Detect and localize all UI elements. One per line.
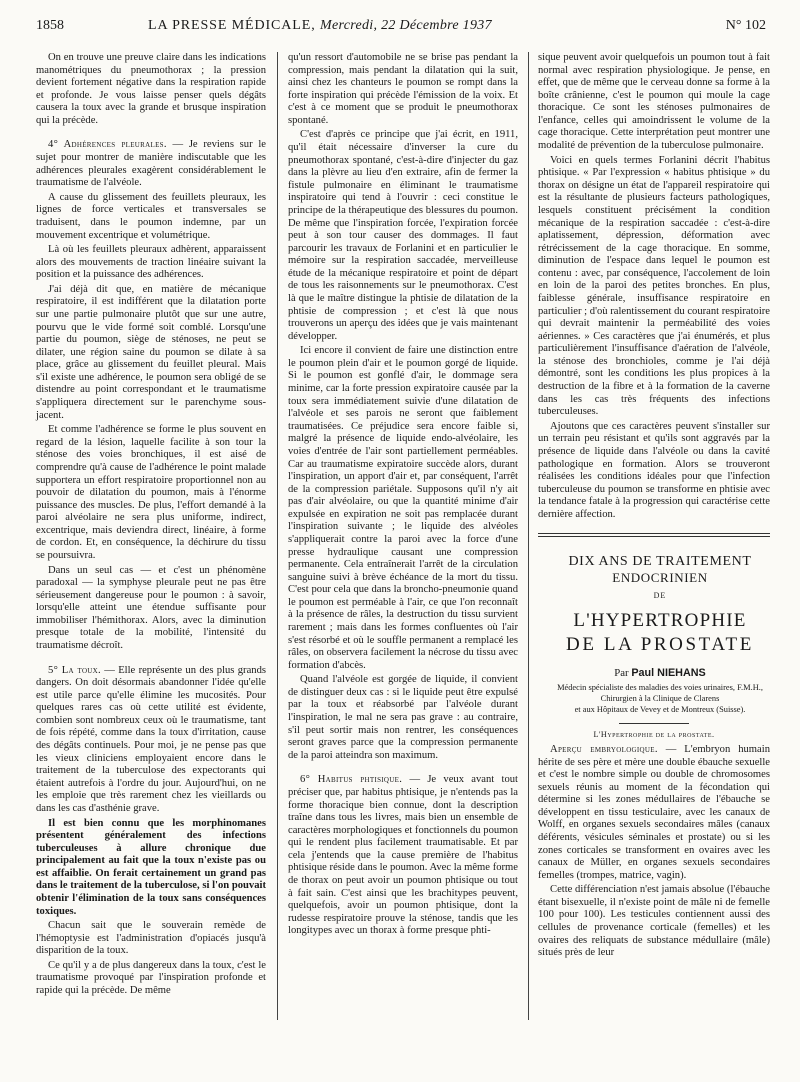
paragraph: A cause du glissement des feuillets pleuraux, les lignes de force verticales et transversales se traduisent, dans le poumon indemne, par un mouvement excentrique et volumétrique. [36, 191, 266, 241]
paragraph: On en trouve une preuve claire dans les indications manométriques du pneumothorax ; la pression devient fortement négative dans la respiration rapide et profonde. Je vous laisse penser quels dégâts causera la toux avec la grande et brusque inspiration qui la précède. [36, 52, 266, 126]
column-3 [538, 52, 770, 962]
paragraph: 6° Habitus phtisique. — Je veux avant tout préciser que, par habitus phtisique, je n'entends pas la forme thoracique bien connue, dont la description traîne dans tous les livres, mais bien un ensemble de caractères morphologiques et fonctionnels du poumon qui le rendent plus facilement traumatisable. Et par cela j'entends que la cause première de l'habitus phtisique réside dans le poumon. Avec la même forme de thorax on peut avoir un poumon phtisique ou tout à fait sain. C'est ainsi que les brachitypes peuvent, quelquefois, avoir un poumon phtisique, dont la rudesse respiratoire prouve la sténose, tandis que les longitypes avec un thorax à forme presque phti- [288, 774, 519, 937]
paragraph: C'est d'après ce principe que j'ai écrit, en 1911, qu'il était nécessaire d'inverser la cure du pneumothorax spontané, c'est-à-dire d'injecter du gaz dans la plèvre au lieu d'en extraire, afin de fermer la fistule pulmonaire en éliminant le traumatisme inspiratoire qui tend à l'ouvrir : ceci constitue le principe de la thérapeutique des blessures du poumon. De même que l'inspiration forcée, l'expiration forcée peut à son tour causer des dommages. Il faut parcourir les travaux de Forlanini et en particulier le mémoire sur la respiration saccadée, merveilleuse étude de la mécanique respiratoire et point de départ de tous les raisonnements sur le pneumothorax. C'est là que le maître distingue la phtisie de dilatation de la phtisie de compression ; et c'est là que nous trouverons un aperçu des idées que je vais maintenant développer. [288, 129, 518, 342]
column-rule-2 [528, 52, 529, 1020]
paragraph: qu'un ressort d'automobile ne se brise pas pendant la compression, mais pendant la dilatation qui la suit, ainsi chez les chanteurs le poumon se rompt dans la forte inspiration qui précède l'émission de la voix. Et c'est à ce moment que se produit le pneumothorax spontané. [288, 52, 518, 126]
article-title-line-2: ENDOCRINIEN [612, 570, 708, 586]
author-affiliation: et aux Hôpitaux de Vevey et de Montreux (Suisse). [574, 704, 746, 714]
paragraph: J'ai déjà dit que, en matière de mécanique respiratoire, il est indifférent que la dilatation porte sur une partie pulmonaire plutôt que sur une autre, pourvu que le vide formé soit comblé. Lorsqu'une partie du poumon, siège de sténoses, ne peut se dilater, une région saine du poumon se dilate à sa place, grâce au glissement du feuillet pleural. Mais s'il existe une adhérence, le poumon sera obligé de se distendre au point correspondant et le traumatisme s'appliquera directement sur le parenchyme sous-jacent. [36, 283, 266, 421]
journal-title: LA PRESSE MÉDICALE, [148, 18, 316, 33]
page-header [36, 12, 766, 36]
article-title-block [538, 553, 770, 714]
paragraph: sique peuvent avoir quelquefois un poumon tout à fait normal avec respiration physiologique. Je pense, en effet, que de même que le cerveau donne sa forme à la boîte crânienne, c'est le poumon qui moule la cage thoracique. Ce sont les sténoses pulmonaires de l'enfance, celles qui amoindrissent le volume de la cage thoracique. Cette interprétation peut montrer une modalité de prévention de la tuberculose pulmonaire. [538, 52, 770, 152]
page-number: 1858 [36, 18, 64, 33]
section-heading: 6° Habitus phtisique. [300, 774, 403, 786]
article-title-de: DE [653, 591, 667, 601]
section-heading: 5° La toux. [48, 664, 101, 676]
paragraph: 4° Adhérences pleurales. — Je reviens sur le sujet pour montrer de manière indiscutable que les adhérences pleurales exagèrent considérablement le traumatisme de l'alvéole. [36, 139, 266, 189]
column-2 [288, 52, 518, 940]
paragraph: Dans un seul cas — et c'est un phénomène paradoxal — la symphyse pleurale peut ne pas être sérieusement dangereuse pour le poumon : à savoir, lorsqu'elle atteint une étendue suffisante pour immobiliser l'hémithorax. Alors, avec la diminution presque totale de la mobilité, l'intensité du traumatisme décroît. [36, 564, 266, 652]
article-title-line-4: DE LA PROSTATE [566, 633, 754, 655]
article-title-line-3: L'HYPERTROPHIE [573, 609, 747, 631]
issue-number: N° 102 [725, 18, 766, 33]
paragraph: Quand l'alvéole est gorgée de liquide, il convient de distinguer deux cas : si le liquide peut être expulsé par la toux et réabsorbé par l'alvéole durant l'inspiration, le mal ne sera pas grave : au contraire, s'il peut sortir mais non rentrer, les conséquences seront graves parce que la compression permanente de la paroi atteindra son maximum. [288, 674, 518, 761]
paragraph: Voici en quels termes Forlanini décrit l'habitus phtisique. « Par l'expression « habitus phtisique » du thorax on désigne un état de l'appareil respiratoire qui est la résultante de plusieurs facteurs pathologiques, lesquels constituent précisément la condition mécanique de la respiration saccadée : c'est-à-dire aplatissement, dépression, déformation avec rétrécissement de la cage thoracique. En somme, diminution de l'espace dans lequel le poumon est contenu : avec, par conséquence, l'accolement de loin en loin de la paroi des petites bronches. En plus, faiblesse générale, insuffisance respiratoire en particulier ; d'où ralentissement du courant respiratoire qui devrait maintenir la perméabilité des voies aériennes. » Ces caractères que j'ai énumérés, et plus particulièrement l'insuffisance d'aération de l'alvéole, la sténose des bronchioles, comme je l'ai déjà démontré, sont les conditions les plus propices à la destruction de la fibre et à la formation de la caverne dans les cas très fréquents des infections tuberculeuses. [538, 154, 770, 418]
paragraph: Chacun sait que le souverain remède de l'hémoptysie est l'administration d'opiacés jusqu'à disparition de la toux. [36, 920, 266, 957]
paragraph: Il est bien connu que les morphinomanes présentent généralement des infections tuberculeuses à allure chronique due principalement au fait que la toux n'existe pas ou est affaiblie. On ferait certainement un grand pas dans le traitement de la tuberculose, si l'on pouvait obtenir l'élimination de la toux sans conséquences toxiques. [36, 817, 266, 917]
paragraph: Ajoutons que ces caractères peuvent s'installer sur un terrain peu résistant et qu'ils sont aggravés par la présence de liquide dans l'alvéole ou dans la cavité pathologique en formation. Alors se trouveront réalisées les conditions idéales pour que l'infection tuberculeuse du poumon se transforme en phtisie avec la tendance fatale à la progression qui caractérise cette dernière affection. [538, 420, 770, 520]
paragraph: Ce qu'il y a de plus dangereux dans la toux, c'est le traumatisme provoqué par l'inspiration profonde et rapide qui la précède. De même [36, 959, 266, 997]
section-heading: 4° Adhérences pleurales. [48, 139, 167, 151]
paragraph: Et comme l'adhérence se forme le plus souvent en regard de la lésion, laquelle facilite à son tour la sténose des voies bronchiques, il est aisé de comprendre qu'à cause de l'adhérence le point malade supportera un effort respiratoire proportionnel non au pouvoir de dilatation du poumon, mais à l'énorme puissance des muscles. De plus, l'effort demandé à la paroi alvéolaire ne sera plus uniforme, indirect, excentrique, mais deviendra direct, linéaire, à forme de cordon. Et, en conséquence, la déchirure du tissu se poursuivra. [36, 424, 266, 561]
section-heading: Aperçu embryologique. [550, 743, 658, 755]
column-rule-1 [277, 52, 278, 1020]
author-affiliation: Chirurgien à la Clinique de Clarens [600, 693, 720, 703]
column-1 [36, 52, 266, 1000]
paragraph: Là où les feuillets pleuraux adhèrent, apparaissent alors des mouvements de traction linéaire suivant la position et la puissance des adhérences. [36, 244, 266, 281]
article-divider [538, 533, 770, 537]
paragraph: Cette différenciation n'est jamais absolue (l'ébauche étant bisexuelle, il n'existe point de mâle ni de femelle 100 pour 100). Les testicules contiennent aussi des cellules de provenance corticale (femelles) et les ovaires des reliquats de substance médullaire (mâle) situés près de leur [538, 884, 770, 959]
author-affiliation: Médecin spécialiste des maladies des voies urinaires, F.M.H., [557, 682, 763, 692]
author-name: Paul NIEHANS [631, 666, 706, 679]
running-head: L'Hypertrophie de la prostate. [593, 730, 715, 740]
journal-title-line [148, 18, 492, 34]
issue-date: Mercredi, 22 Décembre 1937 [320, 18, 492, 33]
paragraph: 5° La toux. — Elle représente un des plus grands dangers. On doit désormais abandonner l'idée qu'elle est utile parce qu'elle élimine les mucosités. Pour quelques rares cas où cette utilité est évidente, combien sont nombreux ceux où le traumatisme, tant de fois répété, comme dans la toux d'irritation, cause des dégâts continuels. Pour moi, je ne pense pas que les vieux cliniciens employaient encore dans le traitement de la tuberculose des expectorants qui étaient autrefois à l'ordre du jour. Aujourd'hui, on ne les emploie que très rarement chez les vieillards ou dans les cas d'asthénie grave. [36, 664, 266, 814]
short-rule [619, 723, 689, 724]
paragraph: Aperçu embryologique. — L'embryon humain hérite de ses père et mère une double ébauche sexuelle et c'est le nombre simple ou double de chromosomes sexuels réunis au moment de la fécondation qui détermine si les zones médullaires de l'ébauche se développent en tissu testiculaire, avec les canaux de Wolff, en organes sexuels secondaires mâles (canaux déférents, vésicules séminales et prostate) ou si les zones corticales se transforment en ovaires avec les canaux de Müller, en organes sexuels secondaires femelles (trompes, matrice, vagin). [538, 743, 770, 881]
article-title-line-1: DIX ANS DE TRAITEMENT [568, 554, 752, 570]
byline: Par Paul NIEHANS [614, 666, 706, 679]
paragraph: Ici encore il convient de faire une distinction entre le poumon plein d'air et le poumon gorgé de liquide. Si le poumon est gonflé d'air, le dommage sera minime, car la forte pression expiratoire causée par la toux sera immédiatement suivie d'une dilatation de l'alvéole et ses parois ne seront que faiblement traumatisées. Ce préjudice sera encore faible si, malgré la présence de liquide endo-alvéolaire, les voies d'entrée de l'air sont partiellement perméables. Car au traumatisme expiratoire succède alors, durant l'inspiration, un apport d'air et, par conséquent, l'arrêt de la compression pariétale. Supposons qu'il n'y ait pas d'air alvéolaire, ou que la quantité minime d'air expulsée en expiration ne soit pas remplacée durant l'inspiration suivante ; le liquide des alvéoles s'appliquerait contre la paroi avec la force d'une presse hydraulique causant une compression permanente. Cela entraînerait l'arrêt de la circulation sanguine suivi à brève échéance de la mort du tissu. C'est pour cela que dans la broncho-pneumonie quand le poumon est perméable à l'air, ce que l'on reconnaît à la présence de râles, la destruction du tissu survient rarement ; mais dans les formes confluentes où l'air s'est résorbé et où le souffle permanent a remplacé les râles, on observera facilement la nécrose du tissu avec formation d'abcès. [288, 345, 518, 671]
